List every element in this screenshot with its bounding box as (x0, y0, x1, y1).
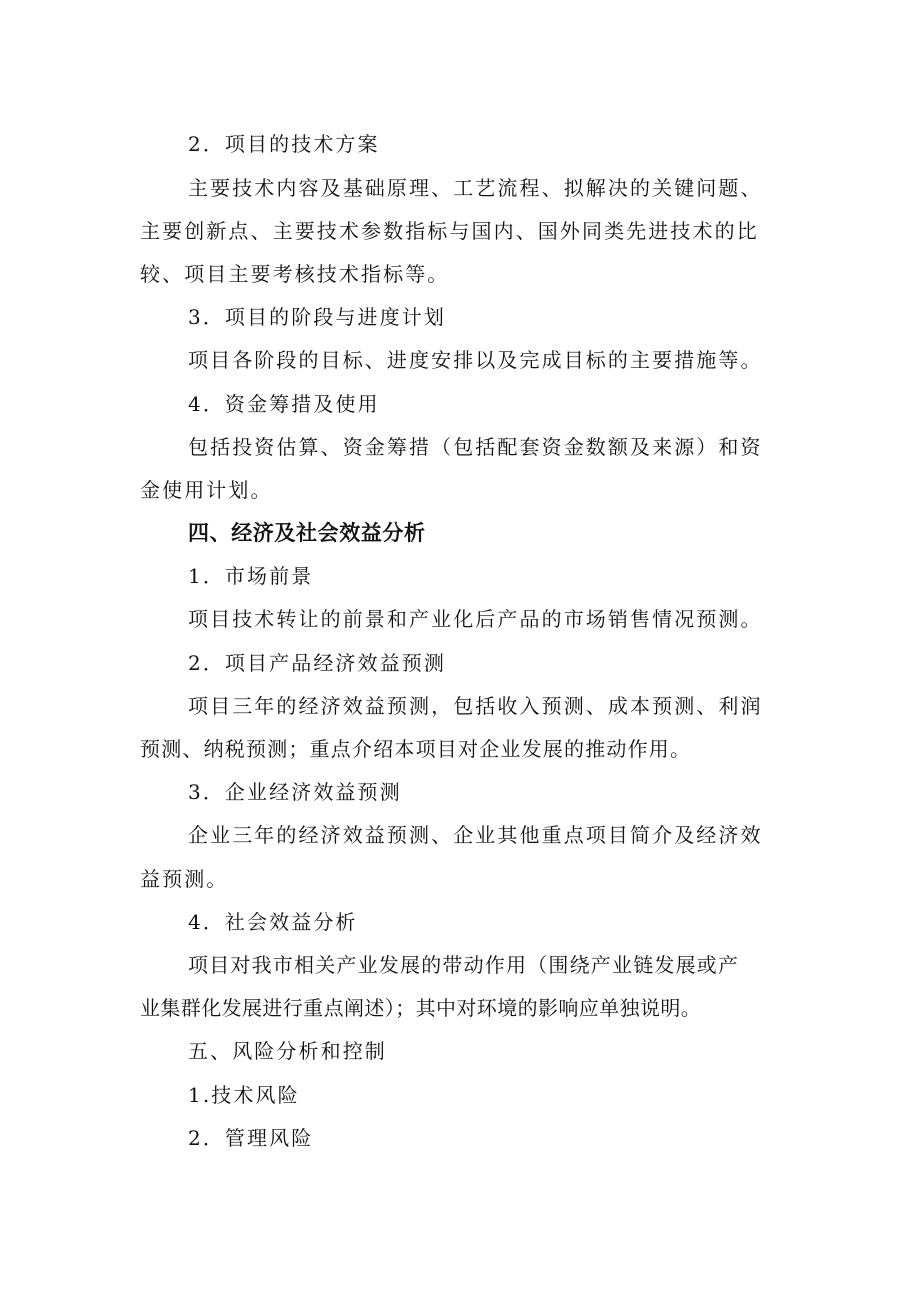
subsection-heading: 4．资金筹措及使用 (188, 392, 380, 416)
paragraph-line: 项目三年的经济效益预测，包括收入预测、成本预测、利润 (188, 694, 763, 718)
subsection-heading: 1.技术风险 (188, 1083, 300, 1107)
paragraph-line: 预测、纳税预测；重点介绍本项目对企业发展的推动作用。 (140, 737, 692, 761)
paragraph-line: 益预测。 (140, 867, 229, 891)
subsection-heading: 3．项目的阶段与进度计划 (188, 305, 446, 329)
paragraph-line: 企业三年的经济效益预测、企业其他重点项目简介及经济效 (188, 823, 763, 847)
paragraph-line: 主要技术内容及基础原理、工艺流程、拟解决的关键问题、 (188, 176, 763, 200)
subsection-heading: 2．项目产品经济效益预测 (188, 651, 446, 675)
paragraph-line: 金使用计划。 (140, 478, 273, 502)
paragraph-line: 主要创新点、主要技术参数指标与国内、国外同类先进技术的比 (140, 219, 759, 243)
subsection-heading: 2．管理风险 (188, 1126, 314, 1150)
subsection-heading: 1．市场前景 (188, 564, 314, 588)
paragraph-line: 项目对我市相关产业发展的带动作用（围绕产业链发展或产 (188, 953, 740, 977)
subsection-heading: 4．社会效益分析 (188, 910, 358, 934)
section-heading: 四、经济及社会效益分析 (188, 521, 426, 545)
paragraph-line: 项目技术转让的前景和产业化后产品的市场销售情况预测。 (188, 607, 763, 631)
subsection-heading: 2．项目的技术方案 (188, 132, 380, 156)
paragraph-line: 项目各阶段的目标、进度安排以及完成目标的主要措施等。 (188, 348, 763, 372)
section-heading: 五、风险分析和控制 (188, 1039, 387, 1063)
paragraph-line: 包括投资估算、资金筹措（包括配套资金数额及来源）和资 (188, 435, 763, 459)
paragraph-line: 较、项目主要考核技术指标等。 (140, 262, 450, 286)
paragraph-line: 业集群化发展进行重点阐述）；其中对环境的影响应单独说明。 (140, 996, 702, 1020)
subsection-heading: 3．企业经济效益预测 (188, 780, 402, 804)
